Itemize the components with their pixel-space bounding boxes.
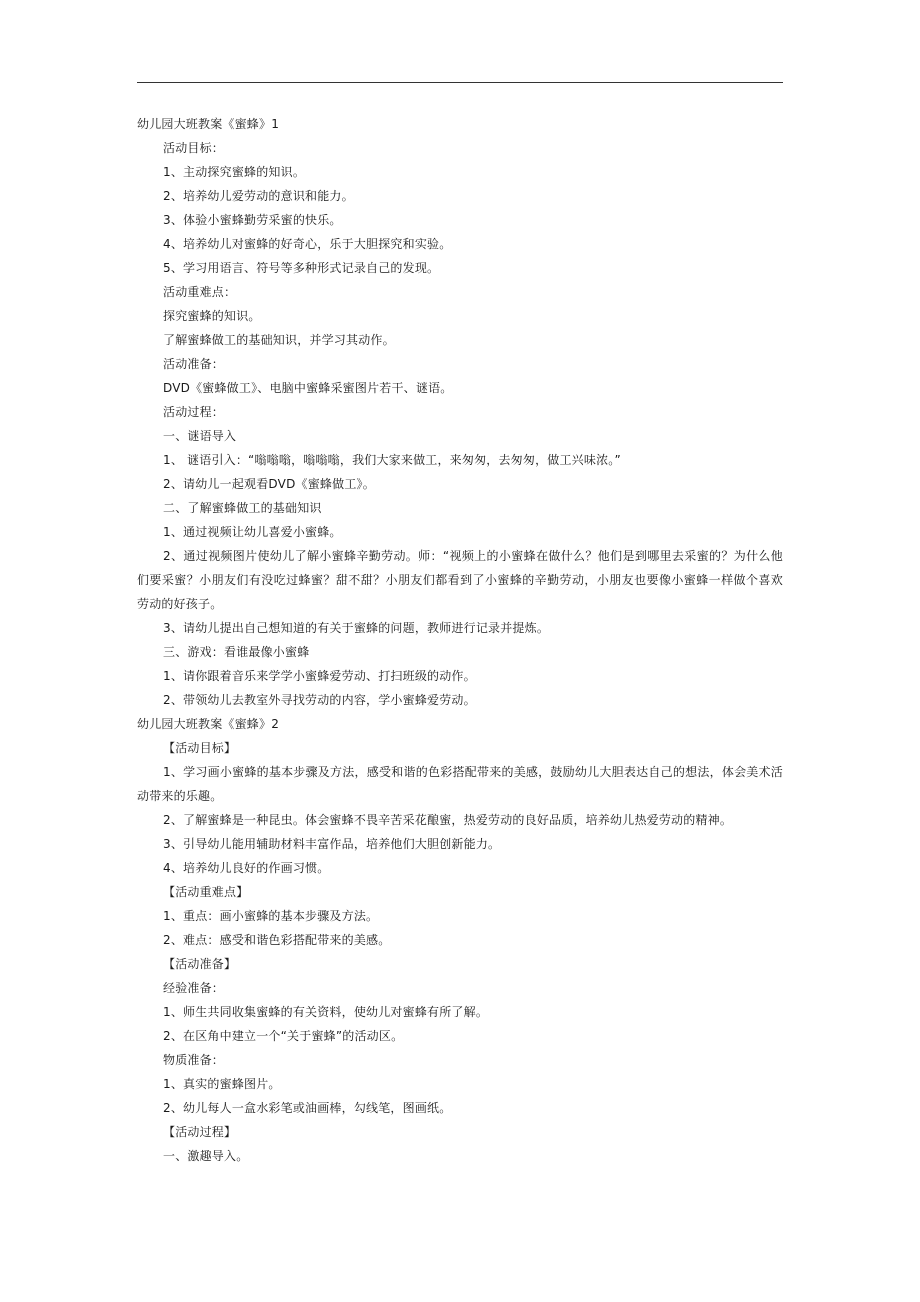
header-rule — [137, 82, 783, 83]
section2-goal-item: 4、培养幼儿良好的作画习惯。 — [163, 861, 330, 875]
section1-part1-item: 2、请幼儿一起观看DVD《蜜蜂做工》。 — [163, 477, 375, 491]
section1-part1-item: 1、 谜语引入：“嗡嗡嗡，嗡嗡嗡，我们大家来做工，来匆匆，去匆匆，做工兴味浓。” — [163, 453, 621, 467]
section1-part2-item: 1、通过视频让幼儿喜爱小蜜蜂。 — [163, 525, 342, 539]
section1-goals-heading: 活动目标： — [163, 141, 225, 155]
section2-goal-item: 3、引导幼儿能用辅助材料丰富作品，培养他们大胆创新能力。 — [163, 837, 501, 851]
section1-prep-text: DVD《蜜蜂做工》、电脑中蜜蜂采蜜图片若干、谜语。 — [163, 381, 453, 395]
section1-title: 幼儿园大班教案《蜜蜂》1 — [137, 117, 280, 131]
section1-part3-item: 1、请你跟着音乐来学学小蜜蜂爱劳动、打扫班级的动作。 — [163, 669, 476, 683]
section1-part2-item: 3、请幼儿提出自己想知道的有关于蜜蜂的问题，教师进行记录并提炼。 — [163, 621, 550, 635]
section1-goal-item: 3、体验小蜜蜂勤劳采蜜的快乐。 — [163, 213, 342, 227]
section1-process-heading: 活动过程： — [163, 405, 225, 419]
section1-part3-heading: 三、游戏：看谁最像小蜜蜂 — [163, 645, 310, 659]
section1-part1-heading: 一、谜语导入 — [163, 429, 237, 443]
section2-experience-heading: 经验准备： — [163, 981, 225, 995]
section2-process-item: 一、激趣导入。 — [163, 1149, 249, 1163]
section1-keypoint-item: 探究蜜蜂的知识。 — [163, 309, 261, 323]
section2-goals-heading: 【活动目标】 — [163, 741, 237, 755]
section2-keypoint-item: 1、重点：画小蜜蜂的基本步骤及方法。 — [163, 909, 379, 923]
section1-prep-heading: 活动准备： — [163, 357, 225, 371]
section2-experience-item: 2、在区角中建立一个“关于蜜蜂”的活动区。 — [163, 1029, 404, 1043]
section2-keypoints-heading: 【活动重难点】 — [163, 885, 249, 899]
section2-material-item: 2、幼儿每人一盒水彩笔或油画棒，勾线笔，图画纸。 — [163, 1101, 452, 1115]
section2-title: 幼儿园大班教案《蜜蜂》2 — [137, 717, 280, 731]
section2-keypoint-item: 2、难点：感受和谐色彩搭配带来的美感。 — [163, 933, 391, 947]
section2-experience-item: 1、师生共同收集蜜蜂的有关资料，使幼儿对蜜蜂有所了解。 — [163, 1005, 489, 1019]
section1-part2-paragraph: 2、通过视频图片使幼儿了解小蜜蜂辛勤劳动。师：“视频上的小蜜蜂在做什么？他们是到哪里去采蜜的？为什么他们要采蜜？小朋友们有没吃过蜂蜜？甜不甜？小朋友们都看到了小蜜蜂的辛勤劳动，小朋友也要像小蜜蜂一样做个喜欢劳动的好孩子。 — [137, 549, 783, 611]
section2-process-heading: 【活动过程】 — [163, 1125, 237, 1139]
section1-goal-item: 4、培养幼儿对蜜蜂的好奇心，乐于大胆探究和实验。 — [163, 237, 452, 251]
section2-goal-item: 2、了解蜜蜂是一种昆虫。体会蜜蜂不畏辛苦采花酿蜜，热爱劳动的良好品质，培养幼儿热爱劳动的精神。 — [163, 813, 733, 827]
section1-part3-item: 2、带领幼儿去教室外寻找劳动的内容，学小蜜蜂爱劳动。 — [163, 693, 476, 707]
section2-material-item: 1、真实的蜜蜂图片。 — [163, 1077, 281, 1091]
section1-keypoints-heading: 活动重难点： — [163, 285, 237, 299]
section1-part2-heading: 二、了解蜜蜂做工的基础知识 — [163, 501, 322, 515]
section2-material-heading: 物质准备： — [163, 1053, 225, 1067]
section2-goal-paragraph: 1、学习画小蜜蜂的基本步骤及方法，感受和谐的色彩搭配带来的美感，鼓励幼儿大胆表达自己的想法，体会美术活动带来的乐趣。 — [137, 765, 783, 803]
section1-keypoint-item: 了解蜜蜂做工的基础知识，并学习其动作。 — [163, 333, 395, 347]
section1-goal-item: 2、培养幼儿爱劳动的意识和能力。 — [163, 189, 354, 203]
section1-goal-item: 5、学习用语言、符号等多种形式记录自己的发现。 — [163, 261, 440, 275]
document-body — [137, 112, 783, 1168]
section1-goal-item: 1、主动探究蜜蜂的知识。 — [163, 165, 306, 179]
section2-prep-heading: 【活动准备】 — [163, 957, 237, 971]
